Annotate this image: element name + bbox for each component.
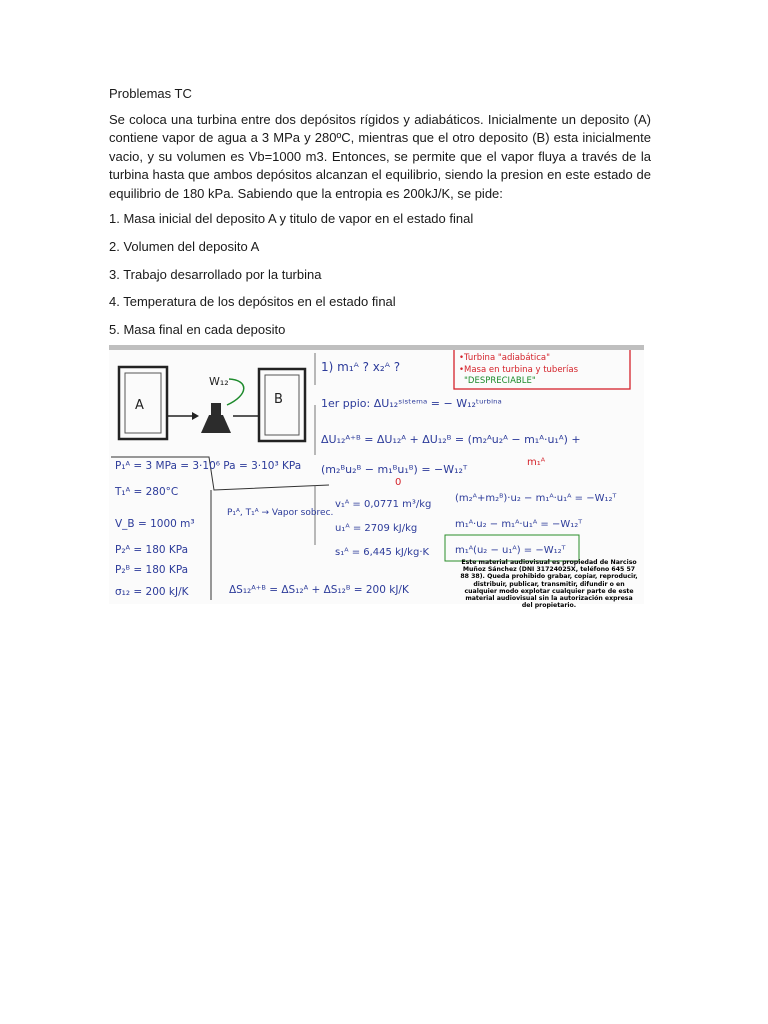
question-5: 5. Masa final en cada deposito [109,322,286,337]
question-2: 2. Volumen del deposito A [109,239,260,254]
table-v1a: v₁ᴬ = 0,0771 m³/kg [335,499,432,510]
turbine-shape [201,415,231,433]
note-turbina: •Turbina "adiabática" [459,353,551,363]
question-1: 1. Masa inicial del deposito A y titulo de vapor en el estado final [109,211,474,226]
energy-eq-4: m₁ᴬ·u₂ − m₁ᴬ·u₁ᴬ = −W₁₂ᵀ [455,519,583,530]
red-note: m₁ᴬ [527,457,546,468]
work-arrow-icon [227,379,244,405]
question-3: 3. Trabajo desarrollado por la turbina [109,267,322,282]
question-line: 1) m₁ᴬ ? x₂ᴬ ? [321,360,401,374]
entropy-equation: ΔS₁₂ᴬ⁺ᴮ = ΔS₁₂ᴬ + ΔS₁₂ᴮ = 200 kJ/K [229,584,409,596]
whiteboard-top-bar [109,345,644,350]
tank-a-label: A [135,398,144,413]
table-s1a: s₁ᴬ = 6,445 kJ/kg·K [335,547,430,558]
turbine-work-label: W₁₂ [209,375,229,388]
problem-statement: Se coloca una turbina entre dos depósitos rígidos y adiabáticos. Inicialmente un deposito (A) contiene vapor de agua a 3 MPa y 280ºC, mientras que el otro deposito (B) esta inicialmente vacio, y su volumen es Vb=1000 m3. Entonces, se permite que el vapor fluya a través de la turbina hasta que ambos depósitos alcanzan el equilibrio, siendo la presion en este estado de equilibrio de 180 kPa. Sabiendo que la entropia es 200kJ/K, se pide: [109,112,651,201]
whiteboard-image [109,345,644,610]
given-sigma: σ₁₂ = 200 kJ/K [115,586,189,598]
given-t1a: T₁ᴬ = 280°C [115,486,179,498]
zero-note: 0 [395,477,402,488]
energy-eq-2: (m₂ᴮu₂ᴮ − m₁ᴮu₁ᴮ) = −W₁₂ᵀ [321,463,468,476]
document-title: Problemas TC [109,86,192,101]
energy-eq-3: (m₂ᴬ+m₂ᴮ)·u₂ − m₁ᴬ·u₁ᴬ = −W₁₂ᵀ [455,493,617,504]
turbine-shaft [211,403,221,415]
copyright-notice: Este material audiovisual es propiedad de Narciso Muñoz Sánchez (DNI 31724025X, teléfono 645 57 88 38). Queda prohibido grabar, copiar, reproducir, distribuir, publicar, transmitir, difundir o en cualquier modo explotar cualquier parte de este material audiovisual sin la autorización expresa del propietario. [460,559,638,610]
energy-eq-1: ΔU₁₂ᴬ⁺ᴮ = ΔU₁₂ᴬ + ΔU₁₂ᴮ = (m₂ᴬu₂ᴬ − m₁ᴬ·u₁ᴬ) + [321,433,581,446]
energy-eq-5: m₁ᴬ(u₂ − u₁ᴬ) = −W₁₂ᵀ [455,545,566,556]
first-principle: 1er ppio: ΔU₁₂ˢⁱˢᵗᵉᵐᵃ = − W₁₂ᵗᵘʳᵇⁱⁿᵃ [321,397,502,410]
pipe-arrow-icon [192,412,199,420]
note-despreciable: "DESPRECIABLE" [464,376,536,386]
note-masa: •Masa en turbina y tuberías [459,365,579,375]
given-p1a: P₁ᴬ = 3 MPa = 3·10⁶ Pa = 3·10³ KPa [115,460,302,472]
given-p2b: P₂ᴮ = 180 KPa [115,564,189,576]
given-p2a: P₂ᴬ = 180 KPa [115,544,189,556]
tank-b-label: B [274,392,283,407]
question-4: 4. Temperatura de los depósitos en el estado final [109,294,396,309]
state-tag: P₁ᴬ, T₁ᴬ → Vapor sobrec. [227,508,334,518]
given-vb: V_B = 1000 m³ [115,518,195,530]
table-u1a: u₁ᴬ = 2709 kJ/kg [335,523,418,534]
